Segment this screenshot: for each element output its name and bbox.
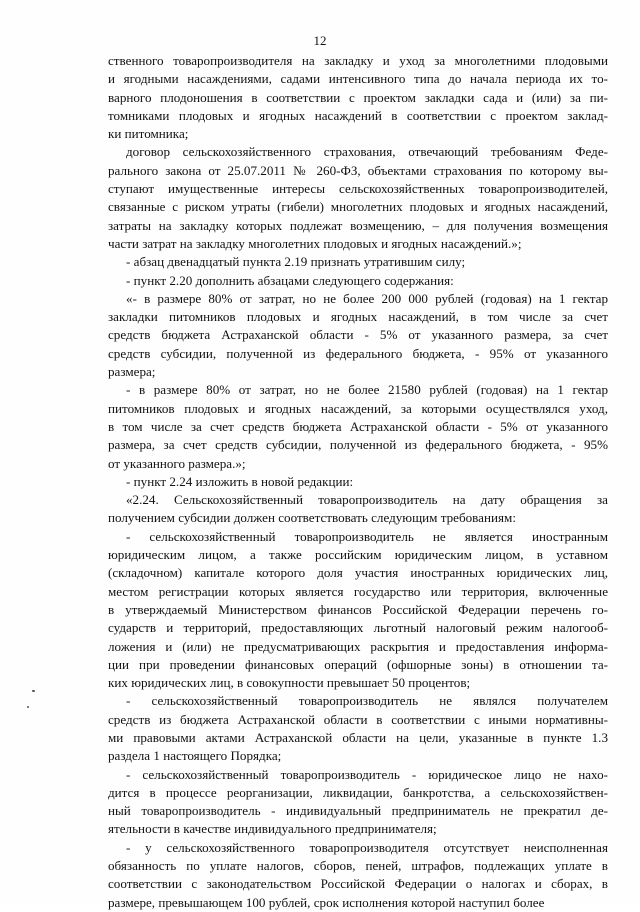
text-line: юридическим лицом, а также российским юридическим лицом, в уставном: [108, 547, 608, 563]
text-line: размера, за счет средств субсидии, полученной из федерального бюджета, - 95%: [108, 437, 608, 453]
text-line: - в размере 80% от затрат, но не более 21580 рублей (годовая) на 1 гектар: [126, 382, 608, 398]
document-body: [108, 52, 608, 912]
text-line: ких юридических лиц, в совокупности превышает 50 процентов;: [108, 675, 471, 691]
text-line: (складочном) капитале которого доля участия иностранных юридических лиц,: [108, 565, 608, 581]
text-line: средств бюджета Астраханской области - 5% от указанного размера, за счет: [108, 327, 608, 343]
text-line: - сельскохозяйственный товаропроизводитель не является иностранным: [126, 528, 608, 544]
text-line: ции при проведении финансовых операций (офшорные зоны) в отношении та-: [108, 656, 608, 672]
text-line: - сельскохозяйственный товаропроизводитель не являлся получателем: [126, 693, 608, 709]
text-line: части затрат на закладку многолетних плодовых и ягодных насаждений.»;: [108, 235, 522, 251]
text-line: ми правовыми актами Астраханской области на цели, указанные в пункте 1.3: [108, 729, 608, 745]
text-line: в утверждаемый Министерством финансов Российской Федерации перечень го-: [108, 601, 608, 617]
text-line: «2.24. Сельскохозяйственный товаропроизводитель на дату обращения за: [126, 492, 608, 508]
text-line: в том числе за счет средств бюджета Астраханской области - 5% от указанного: [108, 418, 608, 434]
text-line: ный товаропроизводитель - индивидуальный предприниматель не прекратил де-: [108, 803, 608, 819]
text-line: ственного товаропроизводителя на закладку и уход за многолетними плодовыми: [108, 53, 608, 68]
text-line: - абзац двенадцатый пункта 2.19 признать утратившим силу;: [126, 254, 466, 270]
text-line: ступают имущественные интересы сельскохозяйственных товаропроизводителей,: [108, 181, 608, 197]
text-line: - пункт 2.24 изложить в новой редакции:: [126, 473, 354, 489]
text-line: обязанность по уплате налогов, сборов, пеней, штрафов, подлежащих уплате в: [108, 858, 608, 874]
text-line: ятельности в качестве индивидуального предпринимателя;: [108, 821, 437, 837]
text-line: размера;: [108, 364, 156, 380]
text-line: закладки питомников плодовых и ягодных насаждений, в том числе за счет: [108, 309, 608, 325]
text-line: средств из бюджета Астраханской области в соответствии с иными нормативны-: [108, 711, 608, 727]
text-line: варного плодоношения в соответствии с проектом закладки сада и (или) за пи-: [108, 89, 608, 105]
text-line: связанные с риском утраты (гибели) многолетних плодовых и ягодных насаждений,: [108, 199, 608, 215]
text-line: - пункт 2.20 дополнить абзацами следующего содержания:: [126, 272, 454, 288]
text-line: местом регистрации которых является государство или территория, включенные: [108, 583, 608, 599]
text-line: и ягодными насаждениями, садами интенсивного типа до начала периода их то-: [108, 71, 608, 87]
text-line: затраты на закладку которых подлежат возмещению, – для получения возмещения: [108, 217, 608, 233]
text-line: от указанного размера.»;: [108, 455, 246, 471]
text-line: рального закона от 25.07.2011 № 260-ФЗ, объектами страхования по которому вы-: [108, 162, 608, 178]
text-line: размере, превышающем 100 рублей, срок исполнения которой наступил более: [108, 894, 545, 910]
text-line: ки питомника;: [108, 126, 189, 142]
text-line: - у сельскохозяйственного товаропроизводителя отсутствует неисполненная: [126, 839, 608, 855]
text-line: сударств и территорий, предоставляющих льготный налоговый режим налогооб-: [108, 620, 608, 636]
text-line: средств субсидии, полученной из федерального бюджета, - 95% от указанного: [108, 345, 608, 361]
text-line: томниками плодовых и ягодных насаждений в соответствии с проектом заклад-: [108, 107, 608, 123]
text-line: соответствии с законодательством Российской Федерации о налогах и сборах, в: [108, 876, 608, 892]
text-line: - сельскохозяйственный товаропроизводитель - юридическое лицо не нахо-: [126, 766, 608, 782]
scan-speck: [27, 706, 29, 708]
text-line: получением субсидии должен соответствовать следующим требованиям:: [108, 510, 516, 526]
text-line: «- в размере 80% от затрат, но не более 200 000 рублей (годовая) на 1 гектар: [126, 290, 608, 306]
text-line: дится в процессе реорганизации, ликвидации, банкротства, а сельскохозяйствен-: [108, 784, 608, 800]
page-number: 12: [313, 33, 327, 48]
text-line: питомников плодовых и ягодных насаждений, за которыми осуществлялся уход,: [108, 400, 608, 416]
text-line: раздела 1 настоящего Порядка;: [108, 748, 282, 764]
text-line: договор сельскохозяйственного страхования, отвечающий требованиям Феде-: [126, 144, 608, 160]
scan-speck: [32, 690, 35, 692]
text-line: ложения и (или) не предусматривающих раскрытия и предоставления информа-: [108, 638, 608, 654]
